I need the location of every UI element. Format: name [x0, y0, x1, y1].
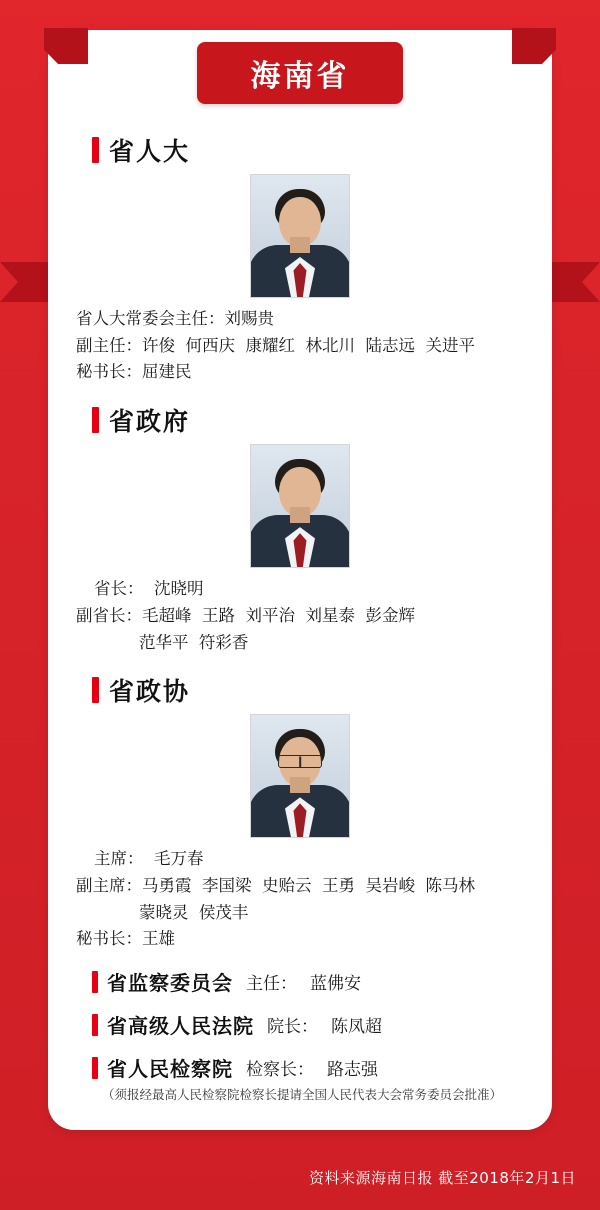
roster-line: 副省长：毛超峰 王路 刘平治 刘星泰 彭金辉 [76, 605, 415, 625]
portrait-wrap [74, 714, 526, 838]
glasses-icon [278, 755, 322, 768]
roster-line: 省人大常委会主任：刘赐贵 [76, 309, 274, 328]
portrait-photo [250, 174, 350, 298]
section-lines [74, 576, 526, 656]
organ-name: 省高级人民法院 [107, 1014, 254, 1039]
section-provincial-cppcc [74, 672, 526, 953]
section-title: 省政府 [109, 407, 191, 437]
section-lines [74, 306, 526, 386]
organ-title: 院长： [267, 1017, 318, 1038]
section-title: 省政协 [109, 677, 191, 707]
organ-person: 陈凤超 [331, 1017, 382, 1038]
source-footer: 资料来源海南日报 截至2018年2月1日 [308, 1169, 576, 1187]
organ-person: 路志强 [327, 1060, 378, 1081]
organ-row-procuratorate [92, 1053, 526, 1082]
procuratorate-note: （须报经最高人民检察院检察长提请全国人民代表大会常务委员会批准） [102, 1087, 503, 1103]
roster-line: 省长： 沈晓明 [94, 579, 204, 599]
section-provincial-peoples-congress [74, 132, 526, 386]
portrait-wrap [74, 444, 526, 568]
organ-name: 省人民检察院 [107, 1057, 233, 1082]
organ-title: 检察长： [246, 1060, 314, 1081]
content-area [48, 116, 552, 1130]
section-lines [74, 846, 526, 953]
roster-line: 副主任：许俊 何西庆 康耀红 林北川 陆志远 关进平 [76, 335, 475, 355]
accent-bar-icon [92, 1057, 98, 1079]
section-provincial-government [74, 402, 526, 656]
accent-bar-icon [92, 677, 99, 703]
section-header [92, 672, 526, 708]
roster-line: 秘书长：屈建民 [76, 362, 192, 382]
accent-bar-icon [92, 971, 98, 993]
roster-line: 副主席：马勇霞 李国梁 史贻云 王勇 吴岩峻 陈马林 [76, 876, 475, 896]
accent-bar-icon [92, 1014, 98, 1036]
accent-bar-icon [92, 407, 99, 433]
organ-title: 主任： [246, 974, 297, 995]
roster-line: 范华平 符彩香 [76, 632, 249, 652]
organ-list [74, 967, 526, 1103]
section-header [92, 132, 526, 168]
page-title-banner [197, 42, 403, 104]
roster-line: 主席： 毛万春 [94, 849, 204, 869]
section-header [92, 402, 526, 438]
portrait-photo [250, 444, 350, 568]
organ-name: 省监察委员会 [107, 971, 233, 996]
roster-line: 秘书长：王雄 [76, 929, 175, 949]
organ-row-high-court [92, 1010, 526, 1039]
section-title: 省人大 [109, 137, 191, 166]
portrait-photo [250, 714, 350, 838]
roster-line: 蒙晓灵 侯茂丰 [76, 902, 249, 922]
organ-person: 蓝佛安 [310, 974, 361, 995]
accent-bar-icon [92, 137, 99, 163]
organ-row-supervisory-commission [92, 967, 526, 996]
page-title: 海南省 [250, 59, 350, 94]
portrait-wrap [74, 174, 526, 298]
content-card [48, 30, 552, 1130]
